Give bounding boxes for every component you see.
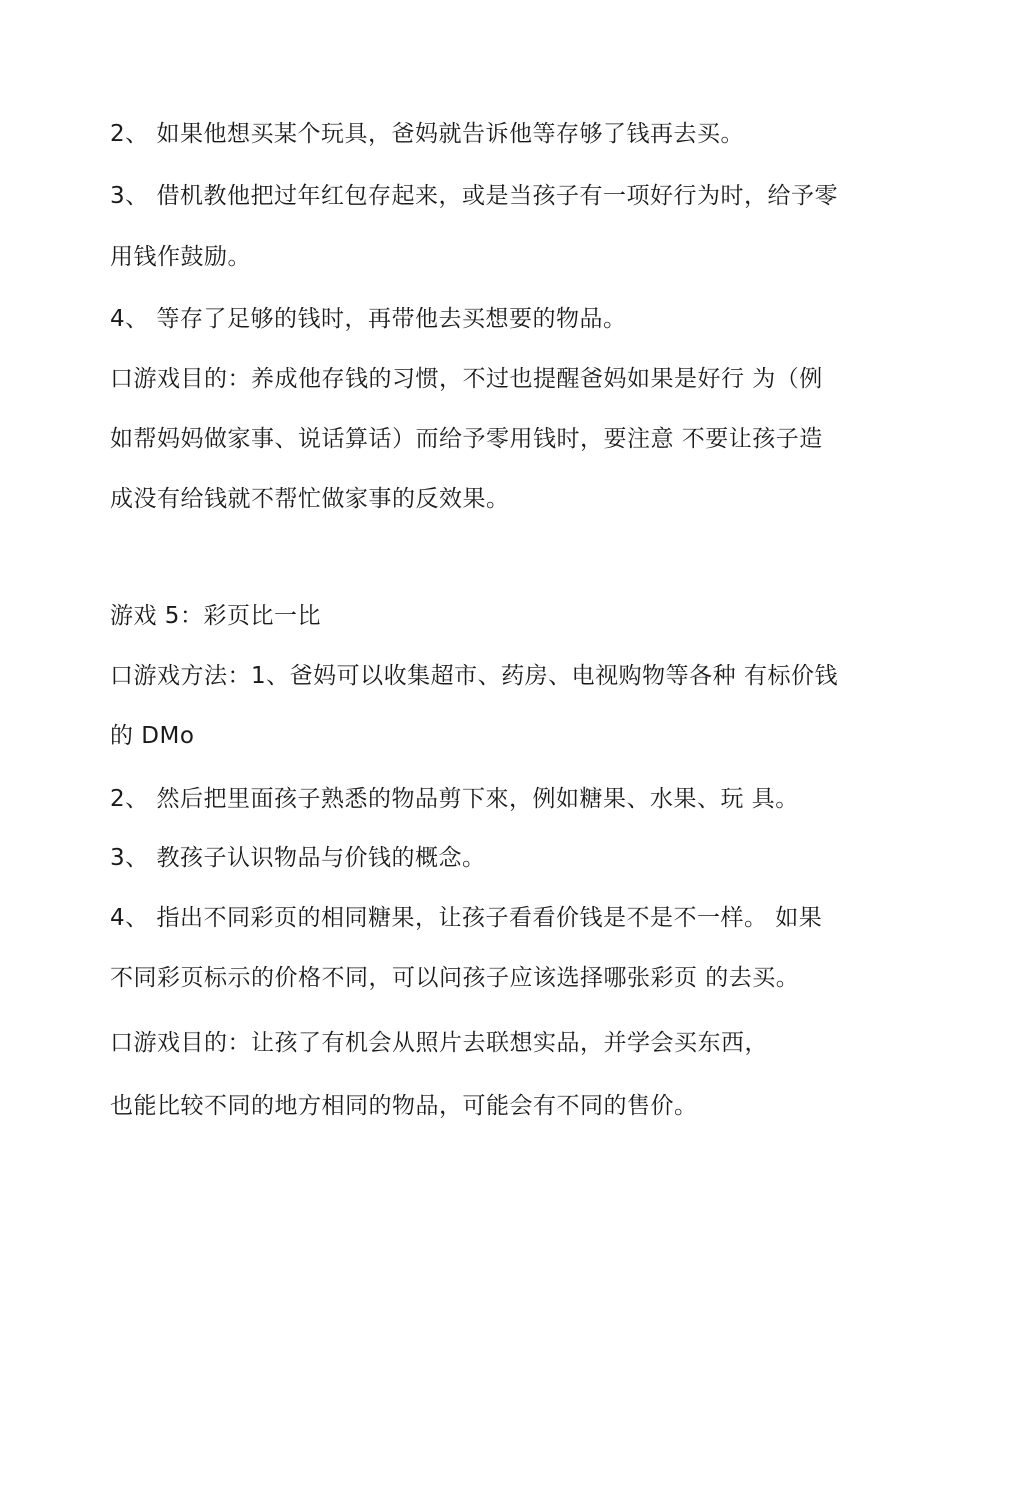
step-2-text: 2、 如果他想买某个玩具，爸妈就告诉他等存够了钱再去买。 xyxy=(110,121,744,147)
step-4-text-continued: 不同彩页标示的价格不同，可以问孩子应该选择哪张彩页 的去买。 xyxy=(110,965,800,991)
game-purpose-text-end: 成没有给钱就不帮忙做家事的反效果。 xyxy=(110,486,510,512)
step-2-text: 2、 然后把里面孩子熟悉的物品剪下來，例如糖果、水果、玩 具。 xyxy=(110,786,799,812)
step-4-text: 4、 等存了足够的钱时，再带他去买想要的物品。 xyxy=(110,306,627,332)
game-method-text-continued: 的 DMo xyxy=(110,723,195,749)
step-4-text: 4、 指出不同彩页的相同糖果，让孩子看看价钱是不是不一样。 如果 xyxy=(110,905,823,931)
game-method-text: 口游戏方法：1、爸妈可以收集超市、药房、电视购物等各种 有标价钱 xyxy=(110,663,838,689)
step-3-text-continued: 用钱作鼓励。 xyxy=(110,244,251,270)
section-heading: 游戏 5：彩页比一比 xyxy=(110,603,321,629)
game-purpose-text-continued: 如帮妈妈做家事、说话算话）而给予零用钱时，要注意 不要让孩子造 xyxy=(110,426,823,452)
game-purpose-text-continued: 也能比较不同的地方相同的物品，可能会有不同的售价。 xyxy=(110,1093,698,1119)
game-purpose-text: 口游戏目的：让孩了有机会从照片去联想实品，并学会买东西， xyxy=(110,1030,768,1056)
step-3-text: 3、 借机教他把过年红包存起来，或是当孩子有一项好行为时，给予零 xyxy=(110,183,838,209)
step-3-text: 3、 教孩子认识物品与价钱的概念。 xyxy=(110,845,486,871)
game-purpose-text: 口游戏目的：养成他存钱的习惯，不过也提醒爸妈如果是好行 为（例 xyxy=(110,366,823,392)
